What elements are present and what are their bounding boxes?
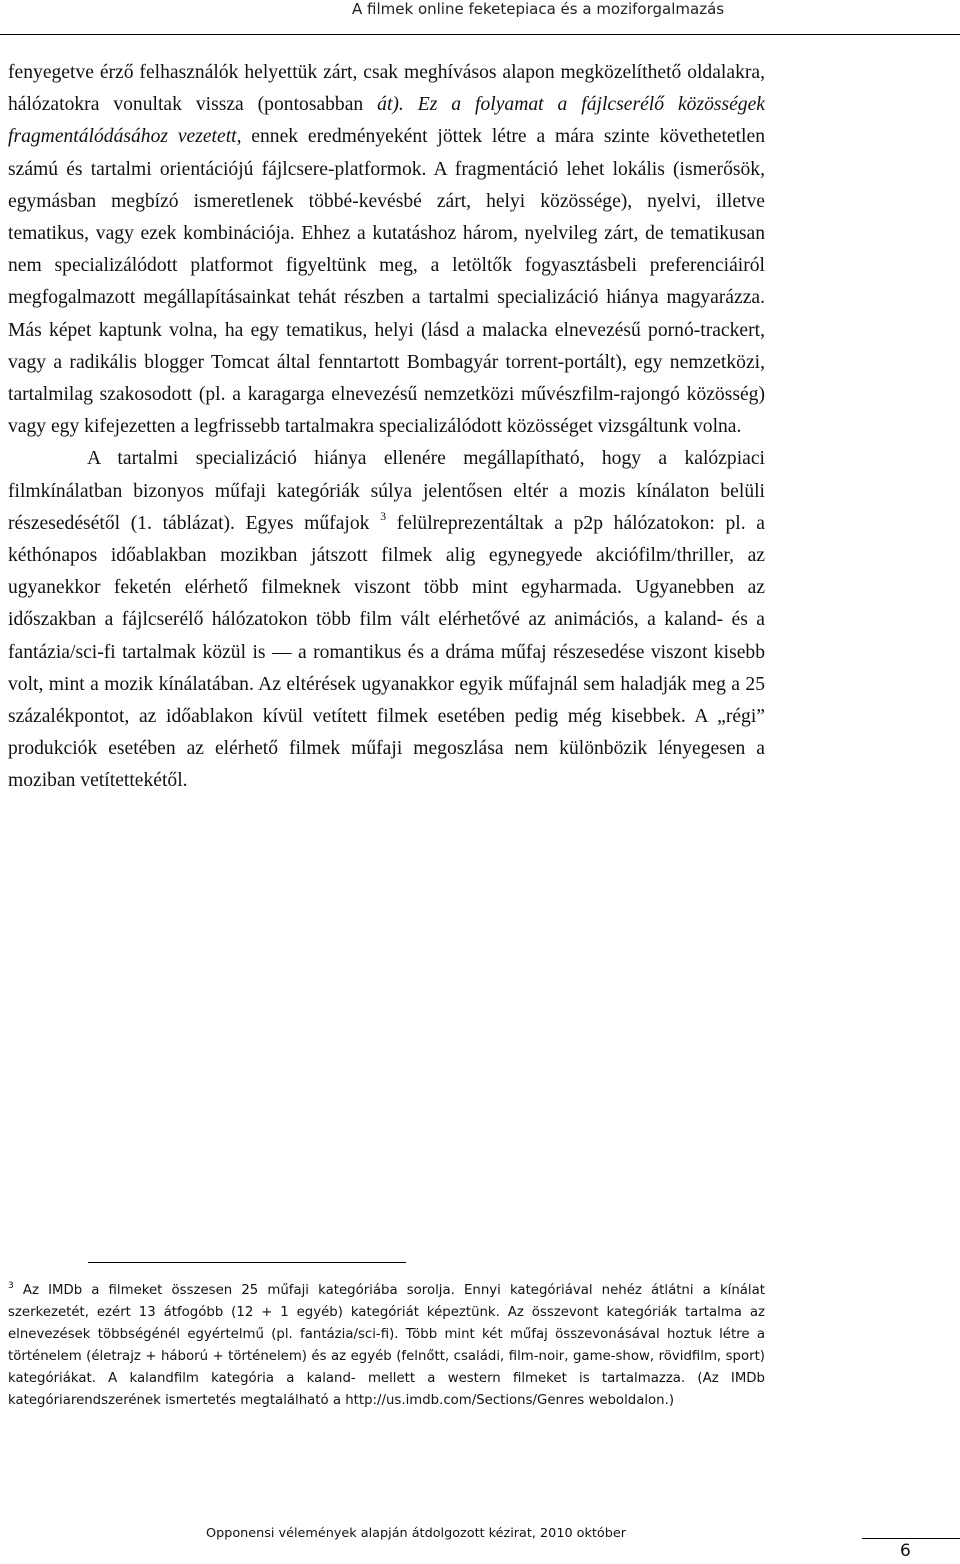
header-rule (0, 34, 960, 35)
paragraph-1-text-b: , ennek eredményeként jöttek létre a mára szinte követhetetlen számú és tartalmi orientációjú fájlcsere-platformok. A fragmentáció lehet lokális (ismerősök, egymásban megbízó ismeretlenek többé-kevésbé zárt, helyi közössége), nyelvi, illetve tematikus, vagy ezek kombinációja. Ehhez a kutatáshoz három, nyelvileg zárt, de tematikusan nem specializálódott platformot figyeltünk meg, a letöltők fogyasztásbeli preferenciáiról megfogalmazott megállapításainkat tehát részben a tartalmi specializáció hiánya magyarázza. Más képet kaptunk volna, ha egy tematikus, helyi (lásd a malacka elnevezésű pornó-trackert, vagy a radikális blogger Tomcat által fenntartott Bombagyár torrent-portált), egy nemzetközi, tartalmilag szakosodott (pl. a karagarga elnevezésű nemzetközi művészfilm-rajongó közösség) vagy egy kifejezetten a legfrissebb tartalmakra specializálódott közösséget vizsgáltunk volna. (8, 126, 765, 438)
footnote (8, 1280, 765, 1412)
footnote-reference[interactable]: 3 (380, 508, 387, 523)
paragraph-1 (8, 57, 765, 443)
footnote-separator (88, 1262, 406, 1263)
page-number-rule (862, 1538, 960, 1539)
paragraph-2-text-a: A tartalmi specializáció hiánya ellenére megállapítható, hogy a kalózpiaci filmkínálatban bizonyos műfaji kategóriák súlya jelentősen eltér a mozis kínálaton belüli részesedésétől (1. táblázat). Egyes műfajok (8, 448, 765, 534)
page-number: 6 (900, 1541, 911, 1561)
paragraph-2-text-b: felülreprezentáltak a p2p hálózatokon: pl. a kéthónapos időablakban mozikban játszott filmek alig egynegyede akciófilm/thriller, az ugyanekkor feketén elérhető filmeknek viszont több mint egyharmada. Ugyanebben az időszakban a fájlcserélő hálózatokon több film vált elérhetővé az animációs, a kaland- és a fantázia/sci-fi tartalmak közül is — a romantikus és a dráma műfaj részesedése viszont kisebb volt, mint a mozik kínálatában. Az eltérések ugyanakkor egyik műfajnál sem haladják meg a 25 százalékpontot, az időablakon kívül vetített filmek esetében pedig még kisebbek. A „régi” produkciók esetében az elérhető filmek műfaji megoszlása nem különbözik lényegesen a moziban vetítettekétől. (8, 512, 765, 792)
main-text (8, 57, 765, 798)
footnote-text: Az IMDb a filmeket összesen 25 műfaji kategóriába sorolja. Ennyi kategóriával nehéz átlátni a kínálat szerkezetét, ezért 13 átfogóbb (12 + 1 egyéb) kategóriát képeztünk. Az összevont kategóriák tartalma az elnevezések többségénél egyértelmű (pl. fantázia/sci-fi). Több mint két műfaj összevonásával hoztuk létre a történelem (életrajz + háború + történelem) és az egyéb (felnőtt, családi, film-noir, game-show, rövidfilm, sport) kategóriákat. A kalandfilm kategória a kaland- mellett a western filmeket is tartalmazza. (Az IMDb kategóriarendszerének ismertetés megtalálható a http://us.imdb.com/Sections/Genres weboldalon.) (8, 1283, 765, 1408)
running-header: A filmek online feketepiaca és a moziforgalmazás (352, 0, 725, 18)
footer-note: Opponensi vélemények alapján átdolgozott kézirat, 2010 október (206, 1526, 627, 1541)
footnote-marker: 3 (8, 1281, 14, 1291)
paragraph-2 (8, 443, 765, 797)
paragraph-1-italic: át). Ez a folyamat a fájlcserélő közösségek fragmentálódásához vezetett (8, 94, 765, 148)
paragraph-1-text-a: fenyegetve érző felhasználók helyettük zárt, csak meghívásos alapon megközelíthető oldalakra, hálózatokra vonultak vissza (pontosabban (8, 62, 765, 116)
